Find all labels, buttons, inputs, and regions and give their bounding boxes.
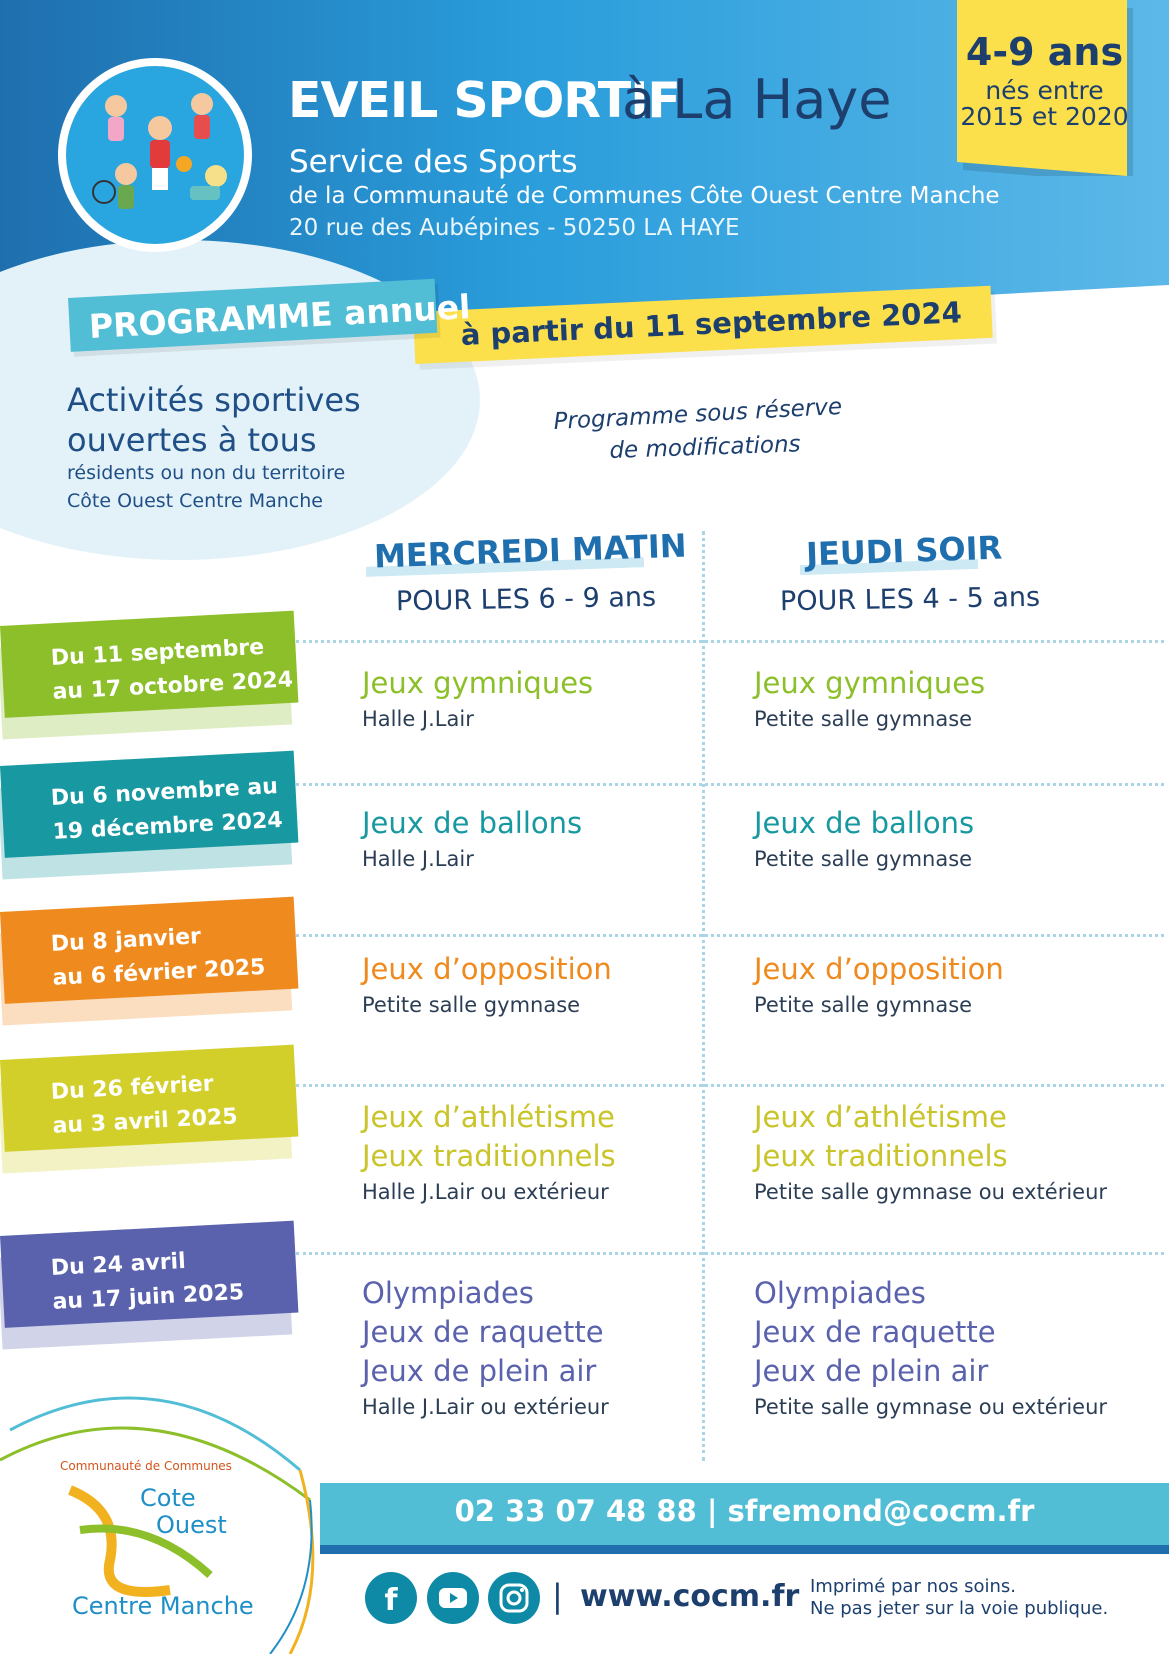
born-between-label: nés entre <box>985 76 1104 105</box>
column-sub-thursday: POUR LES 4 - 5 ans <box>779 581 1041 618</box>
print-note-1: Imprimé par nos soins. <box>810 1576 1016 1597</box>
open-sub-1: résidents ou non du territoire <box>67 462 346 484</box>
row-divider <box>296 1084 1164 1087</box>
activity-location: Halle J.Lair <box>362 707 474 731</box>
period-line-1: Du 11 septembre <box>50 634 265 671</box>
period-line-1: Du 8 janvier <box>50 924 202 957</box>
activity-name: Jeux de plein air <box>362 1354 597 1388</box>
activity-name: Jeux de plein air <box>754 1354 989 1388</box>
address: 20 rue des Aubépines - 50250 LA HAYE <box>289 215 740 241</box>
period-line-1: Du 6 novembre au <box>50 774 279 811</box>
community-logo-title: Communauté de Communes <box>60 1459 232 1473</box>
activity-name: Jeux de raquette <box>362 1315 604 1349</box>
activity-location: Petite salle gymnase <box>754 707 973 731</box>
born-years: 2015 et 2020 <box>960 102 1129 131</box>
period-line-2: au 3 avril 2025 <box>51 1104 239 1139</box>
activity-name: Jeux d’athlétisme <box>362 1100 615 1134</box>
community-logo-centre: Centre Manche <box>72 1592 254 1620</box>
period-line-2: au 17 juin 2025 <box>51 1279 245 1315</box>
activity-name: Jeux de ballons <box>754 806 975 840</box>
activity-name: Jeux de ballons <box>362 806 583 840</box>
activity-name: Olympiades <box>754 1276 926 1310</box>
row-divider <box>296 1252 1164 1255</box>
activity-name: Jeux traditionnels <box>362 1139 616 1173</box>
service-title: Service des Sports <box>289 144 578 180</box>
activity-name: Jeux d’athlétisme <box>754 1100 1007 1134</box>
community-name: de la Communauté de Communes Côte Ouest Centre Manche <box>289 183 1000 209</box>
column-divider <box>702 531 705 1461</box>
row-divider <box>296 934 1164 937</box>
start-date: à partir du 11 septembre 2024 <box>460 295 963 352</box>
activity-location: Halle J.Lair ou extérieur <box>362 1395 609 1419</box>
activity-name: Jeux gymniques <box>754 666 986 700</box>
period-line-2: au 17 octobre 2024 <box>51 667 294 705</box>
activity-name: Jeux d’opposition <box>362 952 612 986</box>
svg-text:f: f <box>384 1583 398 1618</box>
community-logo-ouest: Ouest <box>156 1511 227 1539</box>
period-dates <box>50 917 266 996</box>
column-sub-wednesday: POUR LES 6 - 9 ans <box>395 581 657 618</box>
activity-location: Petite salle gymnase <box>362 993 581 1017</box>
reserve-note-1: Programme sous réserve <box>553 393 843 435</box>
facebook-icon[interactable] <box>365 1572 417 1624</box>
title-bold: EVEIL SPORTIF <box>288 72 680 129</box>
period-line-2: au 6 février 2025 <box>51 954 267 991</box>
activity-name: Olympiades <box>362 1276 534 1310</box>
period-dates <box>50 770 283 850</box>
print-note-2: Ne pas jeter sur la voie publique. <box>810 1598 1109 1619</box>
activity-name: Jeux gymniques <box>362 666 594 700</box>
contact-info: 02 33 07 48 88 | sfremond@cocm.fr <box>454 1494 1035 1528</box>
activity-name: Jeux de raquette <box>754 1315 996 1349</box>
period-dates <box>50 1066 238 1144</box>
open-heading-1: Activités sportives <box>67 381 361 419</box>
open-heading-2: ouvertes à tous <box>67 421 317 459</box>
title-light: à La Haye <box>622 68 892 131</box>
activity-location: Petite salle gymnase <box>754 847 973 871</box>
period-line-2: 19 décembre 2024 <box>51 807 284 845</box>
activity-location: Petite salle gymnase ou extérieur <box>754 1395 1108 1419</box>
column-title-thursday: JEUDI SOIR <box>805 528 1003 574</box>
youtube-icon[interactable] <box>427 1572 479 1624</box>
activity-location: Halle J.Lair ou extérieur <box>362 1180 609 1204</box>
kids-illustration <box>58 58 252 252</box>
footer-separator: | <box>552 1577 563 1615</box>
community-logo-cote: Cote <box>140 1484 196 1512</box>
age-range: 4-9 ans <box>965 30 1124 74</box>
row-divider <box>296 640 1164 643</box>
activity-location: Halle J.Lair <box>362 847 474 871</box>
activity-location: Petite salle gymnase ou extérieur <box>754 1180 1108 1204</box>
reserve-note-2: de modifications <box>609 431 801 464</box>
column-title-wednesday: MERCREDI MATIN <box>373 526 688 576</box>
open-sub-2: Côte Ouest Centre Manche <box>67 490 323 512</box>
activity-name: Jeux traditionnels <box>754 1139 1008 1173</box>
activity-name: Jeux d’opposition <box>754 952 1004 986</box>
period-dates <box>50 629 294 710</box>
period-line-1: Du 26 février <box>50 1071 215 1105</box>
row-divider <box>296 783 1164 786</box>
period-dates <box>50 1242 245 1320</box>
activity-location: Petite salle gymnase <box>754 993 973 1017</box>
instagram-icon[interactable] <box>488 1572 540 1624</box>
programme-label: PROGRAMME annuel <box>88 287 472 346</box>
contact-band-underline <box>320 1545 1169 1554</box>
website-link[interactable]: www.cocm.fr <box>580 1579 800 1614</box>
period-line-1: Du 24 avril <box>50 1248 187 1281</box>
